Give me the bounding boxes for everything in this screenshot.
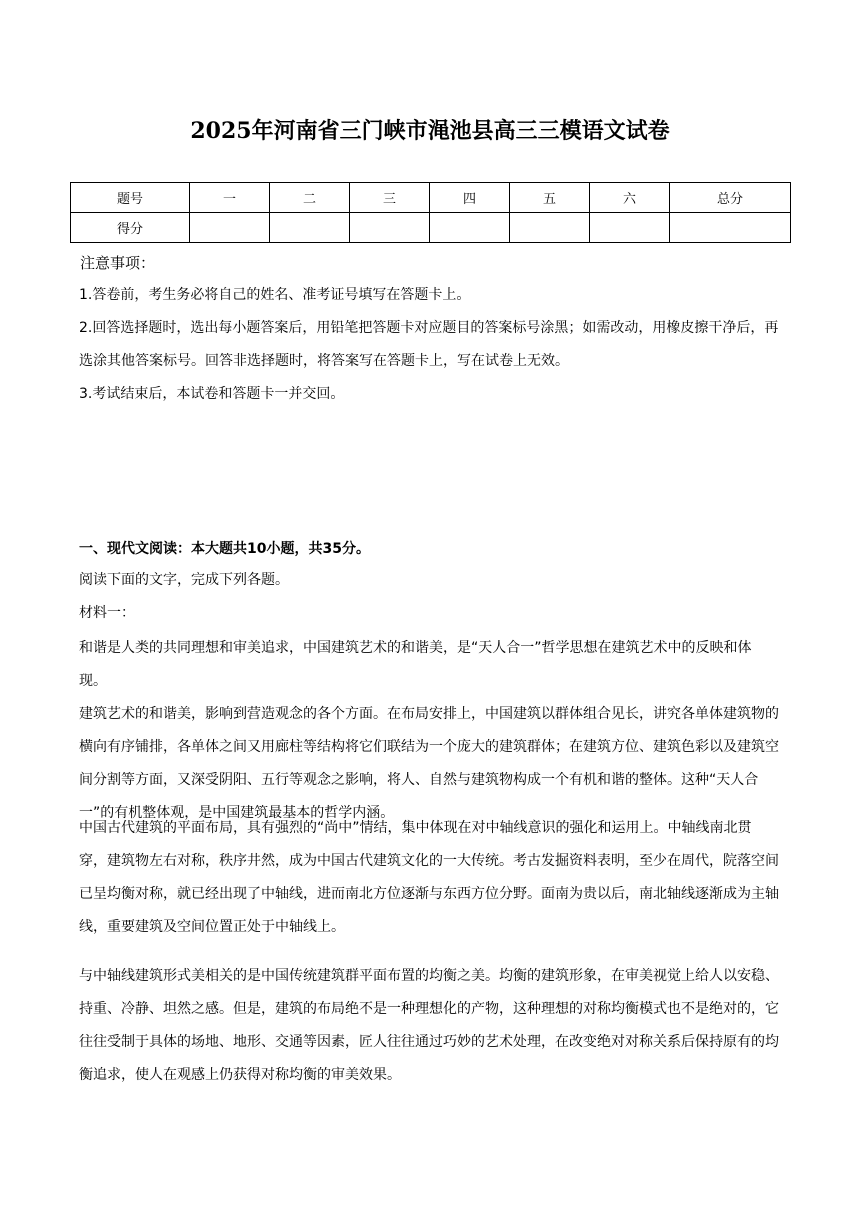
score-table-cell: 得分: [71, 213, 190, 243]
score-table: [70, 182, 791, 243]
exam-title: 2025年河南省三门峡市渑池县高三三模语文试卷: [190, 118, 670, 144]
notice-item: 3.考试结束后，本试卷和答题卡一并交回。: [79, 386, 345, 402]
section-heading: 一、现代文阅读：本大题共10小题，共35分。: [79, 541, 370, 557]
score-table-empty-cell: [670, 213, 791, 243]
score-table-empty-cell: [430, 213, 510, 243]
score-table-cell: 三: [350, 183, 430, 213]
score-table-cell: 二: [270, 183, 350, 213]
reading-paragraph: 与中轴线建筑形式美相关的是中国传统建筑群平面布置的均衡之美。均衡的建筑形象，在审美视觉上给人以安稳、持重、冷静、坦然之感。但是，建筑的布局绝不是一种理想化的产物，这种理想的对称均衡模式也不是绝对的，它往往受制于具体的场地、地形、交通等因素，匠人往往通过巧妙的艺术处理，在改变绝对对称关系后保持原有的均衡追求，使人在观感上仍获得对称均衡的审美效果。: [79, 968, 779, 1083]
section-instruction: 阅读下面的文字，完成下列各题。: [79, 572, 289, 588]
notice-heading: 注意事项：: [80, 254, 156, 272]
score-table-empty-cell: [590, 213, 670, 243]
score-table-empty-cell: [350, 213, 430, 243]
score-table-empty-cell: [190, 213, 270, 243]
score-table-score-row: [71, 213, 791, 243]
score-table-cell: 总分: [670, 183, 791, 213]
score-table-cell: 一: [190, 183, 270, 213]
score-table-header-row: [71, 183, 791, 213]
notice-item: 2.回答选择题时，选出每小题答案后，用铅笔把答题卡对应题目的答案标号涂黑；如需改动，用橡皮擦干净后，再选涂其他答案标号。回答非选择题时，将答案写在答题卡上，写在试卷上无效。: [79, 320, 779, 369]
reading-paragraph: 和谐是人类的共同理想和审美追求，中国建筑艺术的和谐美，是“天人合一”哲学思想在建筑艺术中的反映和体现。: [79, 640, 752, 689]
score-table-cell: 六: [590, 183, 670, 213]
notice-item: 1.答卷前，考生务必将自己的姓名、准考证号填写在答题卡上。: [79, 287, 471, 303]
score-table-cell: 五: [510, 183, 590, 213]
material-label: 材料一：: [79, 605, 135, 621]
reading-paragraph: 中国古代建筑的平面布局，具有强烈的“尚中”情结，集中体现在对中轴线意识的强化和运用上。中轴线南北贯穿，建筑物左右对称，秩序井然，成为中国古代建筑文化的一大传统。考古发掘资料表明，至少在周代，院落空间已呈均衡对称，就已经出现了中轴线，进而南北方位逐渐与东西方位分野。面南为贵以后，南北轴线逐渐成为主轴线，重要建筑及空间位置正处于中轴线上。: [79, 820, 779, 935]
score-table-cell: 四: [430, 183, 510, 213]
score-table-cell: 题号: [71, 183, 190, 213]
score-table-empty-cell: [510, 213, 590, 243]
reading-paragraph: 建筑艺术的和谐美，影响到营造观念的各个方面。在布局安排上，中国建筑以群体组合见长，讲究各单体建筑物的横向有序铺排，各单体之间又用廊柱等结构将它们联结为一个庞大的建筑群体；在建筑方位、建筑色彩以及建筑空间分割等方面，又深受阴阳、五行等观念之影响，将人、自然与建筑物构成一个有机和谐的整体。这种“天人合一”的有机整体观，是中国建筑最基本的哲学内涵。: [79, 706, 779, 821]
score-table-empty-cell: [270, 213, 350, 243]
